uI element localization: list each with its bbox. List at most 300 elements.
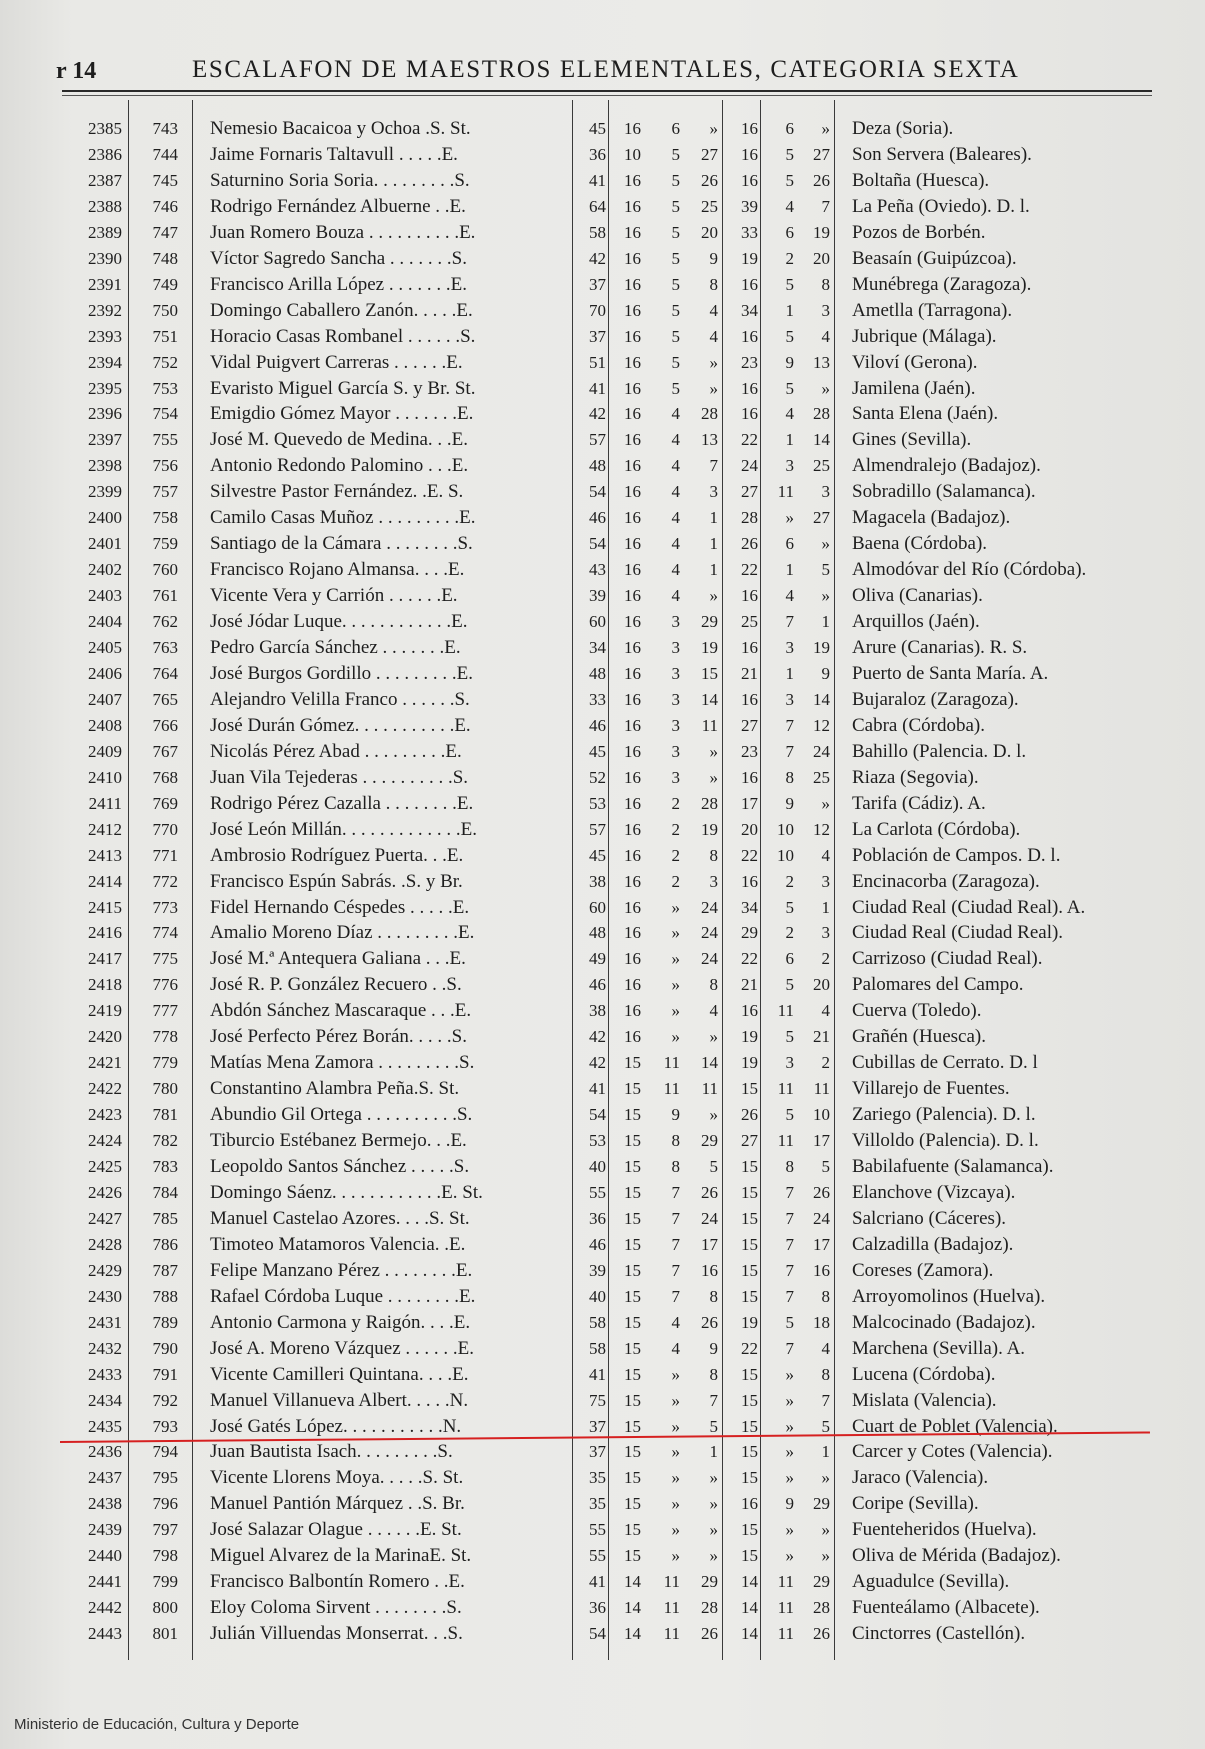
table-row — [0, 1491, 1205, 1517]
total-months: 7 — [785, 1286, 794, 1306]
teacher-name: Constantino Alambra Peña.S. St. — [210, 1078, 460, 1100]
service-days: 8 — [709, 1286, 718, 1306]
service-years: 16 — [624, 404, 641, 424]
category-number: 768 — [152, 767, 178, 787]
general-number: 2429 — [88, 1260, 122, 1280]
category-number: 793 — [152, 1416, 178, 1436]
total-years: 16 — [741, 326, 758, 346]
school-location: Fuenteálamo (Albacete). — [852, 1597, 1040, 1619]
service-years: 16 — [624, 170, 641, 190]
school-location: Gines (Sevilla). — [852, 429, 972, 451]
teacher-name: Leopoldo Santos Sánchez . . . . .S. — [210, 1156, 470, 1177]
total-days: 25 — [813, 456, 830, 476]
service-days: 19 — [701, 819, 718, 839]
school-location: Almendralejo (Badajoz). — [852, 455, 1041, 477]
total-days: » — [821, 378, 830, 398]
age: 38 — [589, 1001, 606, 1021]
age: 75 — [589, 1390, 606, 1410]
service-months: » — [671, 1442, 680, 1462]
total-months: 11 — [777, 1572, 794, 1592]
total-days: 17 — [813, 1234, 830, 1254]
table-row — [0, 401, 1205, 427]
service-days: 1 — [709, 534, 718, 554]
table-row — [0, 635, 1205, 661]
total-days: 20 — [813, 975, 830, 995]
table-row — [0, 895, 1205, 921]
service-days: 29 — [701, 1572, 718, 1592]
general-number: 2410 — [88, 767, 122, 787]
teacher-name: Víctor Sagredo Sancha . . . . . . .S. — [210, 247, 467, 269]
teacher-name: Juan Romero Bouza . . . . . . . . . .E. — [210, 221, 476, 243]
school-location: Encinacorba (Zaragoza). — [852, 870, 1040, 892]
total-days: 18 — [813, 1312, 830, 1332]
service-years: 16 — [624, 352, 641, 372]
total-months: 6 — [785, 949, 794, 969]
general-number: 2442 — [88, 1598, 122, 1618]
total-years: 33 — [741, 222, 758, 242]
teacher-name: Francisco Espún Sabrás. .S. y Br. — [210, 870, 463, 892]
school-location: Cubillas de Cerrato. D. l — [852, 1052, 1038, 1074]
school-location: Bujaraloz (Zaragoza). — [852, 688, 1019, 710]
service-days: » — [709, 119, 718, 138]
total-years: 26 — [741, 1105, 758, 1125]
category-number: 762 — [152, 612, 178, 632]
total-years: 15 — [741, 1208, 758, 1228]
category-number: 771 — [152, 845, 178, 865]
school-location: Grañén (Huesca). — [852, 1026, 986, 1048]
table-row — [0, 661, 1205, 687]
general-number: 2400 — [88, 508, 122, 528]
table-row — [0, 791, 1205, 817]
general-number: 2423 — [88, 1105, 122, 1125]
category-number: 756 — [152, 456, 178, 476]
total-years: 15 — [741, 1364, 758, 1384]
total-days: 1 — [821, 612, 830, 632]
category-number: 749 — [152, 274, 178, 294]
table-row — [0, 713, 1205, 739]
total-years: 26 — [741, 534, 758, 554]
service-days: » — [709, 1027, 718, 1047]
service-months: 4 — [671, 534, 680, 554]
general-number: 2399 — [88, 482, 122, 502]
general-number: 2394 — [88, 352, 122, 372]
service-years: 16 — [624, 741, 641, 761]
total-days: 12 — [813, 819, 830, 839]
general-number: 2403 — [88, 586, 122, 606]
service-years: 16 — [624, 326, 641, 346]
age: 53 — [589, 793, 606, 813]
total-days: 8 — [821, 1364, 830, 1384]
service-days: » — [709, 1468, 718, 1488]
age: 40 — [589, 1157, 606, 1176]
service-years: 15 — [624, 1416, 641, 1436]
total-days: 28 — [813, 1598, 830, 1618]
teacher-name: Eloy Coloma Sirvent . . . . . . . .S. — [210, 1597, 462, 1619]
school-location: Jubrique (Málaga). — [852, 325, 997, 347]
total-months: 7 — [785, 1260, 794, 1280]
age: 38 — [589, 871, 606, 891]
total-days: 5 — [821, 560, 830, 580]
general-number: 2409 — [88, 741, 122, 761]
general-number: 2436 — [88, 1442, 122, 1462]
general-number: 2424 — [88, 1131, 122, 1151]
table-row — [0, 505, 1205, 531]
teacher-name: Domingo Sáenz. . . . . . . . . . . .E. St. — [210, 1181, 483, 1203]
service-years: 15 — [624, 1286, 641, 1306]
service-years: 16 — [624, 508, 641, 528]
category-number: 770 — [152, 819, 178, 839]
service-years: 16 — [624, 274, 641, 294]
teacher-name: Emigdio Gómez Mayor . . . . . . .E. — [210, 403, 474, 425]
general-number: 2433 — [88, 1364, 122, 1384]
total-years: 14 — [741, 1624, 758, 1644]
total-years: 22 — [741, 430, 758, 450]
general-number: 2416 — [88, 923, 122, 943]
total-years: 21 — [741, 975, 758, 995]
service-months: » — [671, 1390, 680, 1410]
service-months: 2 — [671, 845, 680, 865]
category-number: 752 — [152, 352, 178, 372]
age: 46 — [589, 508, 606, 528]
school-location: Riaza (Segovia). — [852, 766, 979, 788]
total-years: 16 — [741, 767, 758, 787]
service-months: 5 — [671, 144, 680, 164]
general-number: 2427 — [88, 1208, 122, 1228]
teacher-name: José León Millán. . . . . . . . . . . . .E. — [210, 818, 478, 840]
teacher-name: Francisco Balbontín Romero . .E. — [210, 1571, 465, 1593]
service-days: 1 — [709, 1442, 718, 1462]
total-days: » — [821, 1546, 830, 1566]
service-years: 16 — [624, 196, 641, 216]
general-number: 2405 — [88, 638, 122, 657]
category-number: 775 — [152, 949, 178, 969]
service-months: » — [671, 1027, 680, 1047]
total-years: 22 — [741, 1338, 758, 1358]
general-number: 2435 — [88, 1416, 122, 1436]
total-years: 23 — [741, 741, 758, 761]
service-years: 14 — [624, 1624, 641, 1644]
total-years: 16 — [741, 871, 758, 891]
service-months: 7 — [671, 1286, 680, 1306]
category-number: 780 — [152, 1079, 178, 1099]
school-location: Viloví (Gerona). — [852, 351, 978, 373]
age: 55 — [589, 1546, 606, 1566]
table-row — [0, 116, 1205, 142]
table-row — [0, 1154, 1205, 1180]
total-years: 15 — [741, 1546, 758, 1566]
teacher-name: José Durán Gómez. . . . . . . . . . .E. — [210, 714, 471, 736]
teacher-name: José Gatés López. . . . . . . . . . .N. — [210, 1415, 462, 1437]
service-months: 4 — [671, 508, 680, 528]
service-years: 15 — [624, 1494, 641, 1514]
school-location: Tarifa (Cádiz). A. — [852, 792, 986, 814]
school-location: Arquillos (Jaén). — [852, 611, 980, 633]
service-days: » — [709, 741, 718, 761]
teacher-name: Matías Mena Zamora . . . . . . . . .S. — [210, 1052, 475, 1074]
age: 41 — [589, 378, 606, 398]
category-number: 774 — [152, 923, 178, 943]
total-days: 4 — [821, 1338, 830, 1358]
service-months: 3 — [671, 741, 680, 761]
service-months: 5 — [671, 196, 680, 216]
general-number: 2402 — [88, 560, 122, 580]
age: 40 — [589, 1286, 606, 1306]
total-days: 8 — [821, 274, 830, 294]
teacher-name: Santiago de la Cámara . . . . . . . .S. — [210, 533, 473, 555]
general-number: 2395 — [88, 378, 122, 398]
category-number: 794 — [152, 1442, 178, 1462]
general-number: 2407 — [88, 689, 122, 709]
category-number: 799 — [152, 1572, 178, 1592]
category-number: 772 — [152, 871, 178, 891]
school-location: Son Servera (Baleares). — [852, 143, 1032, 165]
table-row — [0, 739, 1205, 765]
total-months: » — [785, 1416, 794, 1436]
general-number: 2387 — [88, 170, 122, 190]
age: 43 — [589, 560, 606, 580]
teacher-name: José M. Quevedo de Medina. . .E. — [210, 429, 469, 451]
age: 36 — [589, 1208, 606, 1228]
total-days: 4 — [821, 1001, 830, 1021]
table-row — [0, 946, 1205, 972]
category-number: 766 — [152, 715, 178, 735]
category-number: 783 — [152, 1157, 178, 1176]
school-location: Oliva (Canarias). — [852, 585, 983, 607]
general-number: 2432 — [88, 1338, 122, 1358]
total-months: 2 — [785, 871, 794, 891]
service-months: 11 — [663, 1053, 680, 1073]
category-number: 787 — [152, 1260, 178, 1280]
service-years: 15 — [624, 1364, 641, 1384]
teacher-name: Rodrigo Pérez Cazalla . . . . . . . .E. — [210, 792, 474, 814]
service-days: 11 — [701, 715, 718, 735]
service-years: 16 — [624, 119, 641, 138]
general-number: 2389 — [88, 222, 122, 242]
service-days: » — [709, 352, 718, 372]
age: 46 — [589, 715, 606, 735]
category-number: 764 — [152, 663, 178, 683]
total-days: » — [821, 586, 830, 606]
age: 58 — [589, 1312, 606, 1332]
service-days: » — [709, 586, 718, 606]
general-number: 2388 — [88, 196, 122, 216]
table-row — [0, 220, 1205, 246]
school-location: Coreses (Zamora). — [852, 1259, 994, 1281]
age: 60 — [589, 612, 606, 632]
service-days: 15 — [701, 663, 718, 683]
service-days: 24 — [701, 897, 718, 917]
service-years: 15 — [624, 1260, 641, 1280]
service-months: 3 — [671, 689, 680, 709]
table-row — [0, 1180, 1205, 1206]
total-days: 3 — [821, 923, 830, 943]
total-days: 27 — [813, 508, 830, 528]
school-location: Arroyomolinos (Huelva). — [852, 1285, 1046, 1307]
general-number: 2393 — [88, 326, 122, 346]
category-number: 773 — [152, 897, 178, 917]
service-months: 4 — [671, 456, 680, 476]
total-years: 21 — [741, 663, 758, 683]
service-months: 3 — [671, 767, 680, 787]
table-row — [0, 972, 1205, 998]
general-number: 2421 — [88, 1053, 122, 1073]
age: 37 — [589, 274, 606, 294]
service-years: 16 — [624, 586, 641, 606]
category-number: 798 — [152, 1546, 178, 1566]
teacher-name: Ambrosio Rodríguez Puerta. . .E. — [210, 844, 464, 866]
age: 34 — [589, 638, 606, 657]
total-months: 6 — [785, 119, 794, 138]
service-days: 8 — [709, 975, 718, 995]
service-months: » — [671, 949, 680, 969]
school-location: Salcriano (Cáceres). — [852, 1207, 1007, 1229]
table-row — [0, 869, 1205, 895]
service-years: 16 — [624, 793, 641, 813]
total-months: 1 — [785, 430, 794, 450]
total-days: 14 — [813, 430, 830, 450]
total-months: 4 — [785, 196, 794, 216]
school-location: Coripe (Sevilla). — [852, 1493, 979, 1515]
total-days: 26 — [813, 1624, 830, 1644]
category-number: 747 — [152, 222, 178, 242]
category-number: 785 — [152, 1208, 178, 1228]
total-months: 11 — [777, 1131, 794, 1151]
general-number: 2386 — [88, 144, 122, 164]
total-years: 29 — [741, 923, 758, 943]
service-months: 5 — [671, 326, 680, 346]
total-days: 1 — [821, 897, 830, 917]
school-location: Deza (Soria). — [852, 118, 954, 139]
service-months: 11 — [663, 1624, 680, 1644]
service-months: 4 — [671, 586, 680, 606]
table-row — [0, 1206, 1205, 1232]
table-row — [0, 453, 1205, 479]
category-number: 788 — [152, 1286, 178, 1306]
age: 58 — [589, 222, 606, 242]
service-months: 4 — [671, 560, 680, 580]
teacher-name: José Burgos Gordillo . . . . . . . . .E. — [210, 662, 474, 684]
age: 37 — [589, 326, 606, 346]
school-location: Mislata (Valencia). — [852, 1389, 997, 1411]
general-number: 2437 — [88, 1468, 122, 1488]
total-months: 9 — [785, 793, 794, 813]
table-row — [0, 1439, 1205, 1465]
total-days: 17 — [813, 1131, 830, 1151]
table-row — [0, 246, 1205, 272]
service-years: 16 — [624, 663, 641, 683]
total-months: 8 — [785, 1157, 794, 1176]
total-years: 22 — [741, 845, 758, 865]
school-location: Ciudad Real (Ciudad Real). — [852, 922, 1064, 944]
total-months: 2 — [785, 248, 794, 268]
total-months: 5 — [785, 274, 794, 294]
total-days: 1 — [821, 1442, 830, 1462]
category-number: 800 — [152, 1598, 178, 1618]
school-location: La Peña (Oviedo). D. l. — [852, 195, 1030, 217]
total-months: » — [785, 1520, 794, 1540]
service-months: 8 — [671, 1131, 680, 1151]
service-days: 4 — [709, 300, 718, 320]
service-months: » — [671, 923, 680, 943]
general-number: 2401 — [88, 534, 122, 554]
service-months: » — [671, 897, 680, 917]
total-months: 4 — [785, 404, 794, 424]
service-years: 16 — [624, 715, 641, 735]
age: 41 — [589, 1079, 606, 1099]
teacher-name: Julián Villuendas Monserrat. . .S. — [210, 1623, 463, 1645]
category-number: 751 — [152, 326, 178, 346]
school-location: Malcocinado (Badajoz). — [852, 1311, 1036, 1333]
category-number: 769 — [152, 793, 178, 813]
category-number: 791 — [152, 1364, 178, 1384]
service-years: 15 — [624, 1520, 641, 1540]
table-row — [0, 1362, 1205, 1388]
service-months: 6 — [671, 119, 680, 138]
service-years: 16 — [624, 456, 641, 476]
age: 58 — [589, 1338, 606, 1358]
teacher-name: José A. Moreno Vázquez . . . . . .E. — [210, 1337, 475, 1359]
total-months: 1 — [785, 663, 794, 683]
school-location: Villarejo de Fuentes. — [852, 1078, 1010, 1100]
header-rule — [62, 90, 1152, 92]
category-number: 758 — [152, 508, 178, 528]
total-days: 12 — [813, 715, 830, 735]
school-location: Babilafuente (Salamanca). — [852, 1156, 1054, 1177]
teacher-name: Francisco Arilla López . . . . . . .E. — [210, 273, 467, 295]
service-years: 14 — [624, 1572, 641, 1592]
school-location: Cuerva (Toledo). — [852, 1000, 982, 1022]
age: 60 — [589, 897, 606, 917]
total-months: 7 — [785, 741, 794, 761]
teacher-name: Rodrigo Fernández Albuerne . .E. — [210, 195, 466, 217]
service-years: 16 — [624, 871, 641, 891]
service-days: 4 — [709, 1001, 718, 1021]
age: 48 — [589, 456, 606, 476]
service-months: 7 — [671, 1234, 680, 1254]
service-years: 15 — [624, 1157, 641, 1176]
service-days: » — [709, 378, 718, 398]
total-years: 15 — [741, 1390, 758, 1410]
age: 45 — [589, 119, 606, 138]
category-number: 754 — [152, 404, 178, 424]
category-number: 748 — [152, 248, 178, 268]
age: 54 — [589, 534, 606, 554]
age: 36 — [589, 144, 606, 164]
table-row — [0, 817, 1205, 843]
total-years: 15 — [741, 1442, 758, 1462]
category-number: 743 — [152, 119, 178, 138]
service-years: 14 — [624, 1598, 641, 1618]
total-years: 27 — [741, 482, 758, 502]
school-location: Jamilena (Jaén). — [852, 377, 976, 399]
total-months: 11 — [777, 1079, 794, 1099]
age: 64 — [589, 196, 606, 216]
table-row — [0, 687, 1205, 713]
service-days: 8 — [709, 274, 718, 294]
service-years: 16 — [624, 612, 641, 632]
total-days: 4 — [821, 326, 830, 346]
table-row — [0, 557, 1205, 583]
category-number: 744 — [152, 144, 178, 164]
school-location: Palomares del Campo. — [852, 974, 1024, 996]
general-number: 2412 — [88, 819, 122, 839]
category-number: 750 — [152, 300, 178, 320]
age: 53 — [589, 1131, 606, 1151]
general-number: 2390 — [88, 248, 122, 268]
service-years: 15 — [624, 1105, 641, 1125]
total-years: 27 — [741, 1131, 758, 1151]
school-location: Zariego (Palencia). D. l. — [852, 1104, 1036, 1126]
